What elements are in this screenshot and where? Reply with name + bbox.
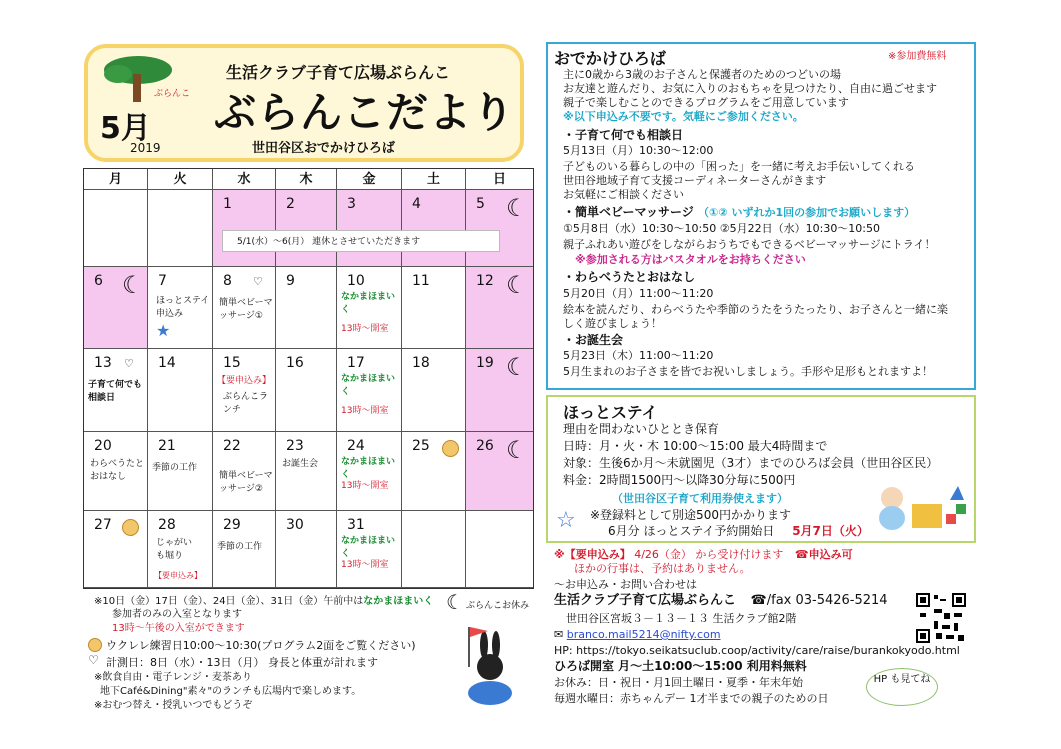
ukulele-face-icon xyxy=(88,638,102,652)
weekday-thu: 木 xyxy=(276,169,337,190)
odekake-line: 絵本を読んだり、わらべうたや季節のうたをうたったり、お子さんと一緒に楽 xyxy=(563,303,948,316)
day-cell xyxy=(466,349,533,432)
odekake-line: ※以下申込み不要です。気軽にご参加ください。 xyxy=(563,110,804,123)
day-number: 30 xyxy=(286,517,304,533)
rabbit-carp-illustration xyxy=(460,615,520,710)
weekday-wed: 水 xyxy=(213,169,276,190)
moon-icon: ☾ xyxy=(506,353,528,381)
moon-icon: ☾ xyxy=(506,271,528,299)
footer-note: ※おむつ替え・授乳いつでもどうぞ xyxy=(94,700,253,711)
odekake-line: ①5月8日（水）10:30〜10:50 ②5月22日（水）10:30〜10:50 xyxy=(563,222,881,235)
day-number: 22 xyxy=(223,438,241,454)
odekake-line: 5月生まれのお子さまを皆でお祝いしましょう。手形や足形もとれますよ！ xyxy=(563,365,933,378)
event-nakama: なかまほまいく xyxy=(341,374,396,397)
odekake-line: しく遊びましょう！ xyxy=(563,317,662,330)
holiday-legend: ぶらんこお休み xyxy=(466,601,530,611)
address: 世田谷区宮坂３－１３－１３ 生活クラブ館2階 xyxy=(566,612,797,625)
event-lunch: ぶらんこランチ xyxy=(223,392,269,415)
booking-start-label: 6月分 ほっとステイ予約開始日 xyxy=(608,524,775,538)
event-massage: 簡単ベビーマッサージ① xyxy=(219,298,273,321)
event-birthday: お誕生会 xyxy=(282,459,319,469)
hotto-title: ほっとステイ xyxy=(563,403,658,422)
event-open-time: 13時〜開室 xyxy=(341,324,389,334)
org-name: 生活クラブ子育て広場ぶらんこ xyxy=(226,63,451,82)
day-cell xyxy=(276,511,337,588)
hotto-line: 理由を問わないひととき保育 xyxy=(563,422,720,436)
day-cell xyxy=(337,511,402,588)
closed-days: お休み：日・祝日・月1回土曜日・夏季・年末年始 xyxy=(554,676,803,689)
signup-line xyxy=(554,548,853,562)
footer-note: 13時〜午後の入室ができます xyxy=(112,623,245,634)
day-number: 28 xyxy=(158,517,176,533)
program-heading: ・子育て何でも相談日 xyxy=(563,128,684,142)
contact-line xyxy=(554,594,888,608)
day-number: 16 xyxy=(286,355,304,371)
odekake-line: 5月23日（木）11:00〜11:20 xyxy=(563,349,714,362)
moon-icon: ☾ xyxy=(506,194,528,222)
day-number: 7 xyxy=(158,273,167,289)
day-number: 31 xyxy=(347,517,365,533)
free-note: ※参加費無料 xyxy=(888,51,947,62)
event-nakama: なかまほまいく xyxy=(341,536,396,559)
day-number: 8 xyxy=(223,273,232,289)
day-cell xyxy=(276,190,337,267)
baby-toys-illustration xyxy=(876,480,970,532)
day-number: 6 xyxy=(94,273,103,289)
open-hours: ひろば開室 月〜土10:00〜15:00 利用料無料 xyxy=(554,659,807,673)
star-icon: ☆ xyxy=(556,508,576,533)
day-number: 15 xyxy=(223,355,241,371)
day-number: 3 xyxy=(347,196,356,212)
program-heading: ・わらべうたとおはなし xyxy=(563,270,696,284)
footer-note: ウクレレ練習日10:00〜10:30(プログラム2面をご覧ください) xyxy=(106,639,416,652)
day-number: 4 xyxy=(412,196,421,212)
day-cell xyxy=(402,267,466,349)
day-cell xyxy=(84,432,148,511)
day-cell xyxy=(213,511,276,588)
mail-icon: ✉ xyxy=(554,628,567,641)
moon-icon: ☾ xyxy=(506,436,528,464)
weekday-sat: 土 xyxy=(402,169,466,190)
odekake-line: 5月13日（月）10:30〜12:00 xyxy=(563,144,714,157)
hotto-line: 対象：生後6か月〜未就園児（3才）までのひろば会員（世田谷区民） xyxy=(563,456,939,470)
heart-icon: ♡ xyxy=(253,275,263,288)
odekake-title: おでかけひろば xyxy=(554,49,666,68)
moon-icon: ☾ xyxy=(122,271,144,299)
odekake-line: ※参加される方はバスタオルをお持ちください xyxy=(575,253,806,266)
odekake-line: 親子ふれあい遊びをしながらおうちでもできるベビーマッサージにトライ！ xyxy=(563,238,936,251)
hp-callout: HP も見てね xyxy=(866,668,938,706)
day-cell xyxy=(276,267,337,349)
program-heading: ・お誕生会 xyxy=(563,333,624,347)
event-nakama: なかまほまいく xyxy=(341,292,396,315)
booking-start-date: 5月7日（火） xyxy=(792,524,869,538)
day-cell xyxy=(337,349,402,432)
voucher-note: （世田谷区子育て利用券使えます） xyxy=(612,492,788,505)
day-cell xyxy=(276,349,337,432)
ukulele-face-icon xyxy=(122,519,139,536)
day-cell xyxy=(148,267,213,349)
day-cell xyxy=(213,432,276,511)
hotto-line xyxy=(608,524,869,539)
event-potato: じゃがいも堀り xyxy=(156,538,193,561)
hotto-line: 日時：月・火・木 10:00〜15:00 最大4時間まで xyxy=(563,439,828,453)
day-number: 19 xyxy=(476,355,494,371)
weekday-mon: 月 xyxy=(84,169,148,190)
footer-note: 地下Café&Dining"素々"のランチも広場内で楽しめます。 xyxy=(100,686,362,697)
day-cell xyxy=(466,432,533,511)
email-line xyxy=(554,628,721,642)
heart-icon: ♡ xyxy=(88,653,99,667)
moon-icon: ☾ xyxy=(446,590,464,614)
event-hotto: ほっとステイ申込み xyxy=(156,296,210,319)
day-cell-empty xyxy=(402,511,466,588)
year-label: 2019 xyxy=(130,141,161,155)
day-cell xyxy=(466,267,533,349)
heading-note: （①② いずれか1回の参加でお願いします） xyxy=(698,206,916,219)
hp-url[interactable]: HP: https://tokyo.seikatsuclub.coop/activity/care/raise/burankokyodo.html xyxy=(554,644,960,657)
day-number: 24 xyxy=(347,438,365,454)
day-cell xyxy=(402,432,466,511)
day-cell xyxy=(84,511,148,588)
day-cell-empty xyxy=(148,190,213,267)
day-cell xyxy=(213,267,276,349)
event-nakama: なかまほまいく xyxy=(341,457,396,480)
event-open-time: 13時〜開室 xyxy=(341,560,389,570)
subtitle: 世田谷区おでかけひろば xyxy=(252,141,395,156)
day-number: 14 xyxy=(158,355,176,371)
day-number: 13 xyxy=(94,355,112,371)
day-number: 20 xyxy=(94,438,112,454)
signup-date: 4/26（金） から受け付けます xyxy=(634,548,784,561)
heading-text: ・簡単ベビーマッサージ xyxy=(563,205,694,219)
ukulele-face-icon xyxy=(442,440,459,457)
day-cell-empty xyxy=(84,190,148,267)
tree-logo-icon xyxy=(100,52,191,108)
phone-fax[interactable]: ☎/fax 03-5426-5214 xyxy=(750,593,888,608)
day-cell xyxy=(148,432,213,511)
day-cell xyxy=(213,349,276,432)
weekday-tue: 火 xyxy=(148,169,213,190)
hotto-line: ※登録料として別途500円かかります xyxy=(590,508,791,522)
day-number: 9 xyxy=(286,273,295,289)
day-cell xyxy=(402,190,466,267)
footer-line: ほかの行事は、予約はありません。 xyxy=(574,562,751,575)
footer-line: 〜お申込み・お問い合わせは xyxy=(554,578,697,591)
month-label: 5月 xyxy=(100,111,151,146)
phone-signup: ☎申込み可 xyxy=(794,548,853,561)
program-heading xyxy=(563,205,915,220)
day-number: 10 xyxy=(347,273,365,289)
odekake-line: お気軽にご相談ください xyxy=(563,188,684,201)
day-number: 21 xyxy=(158,438,176,454)
event-craft: 季節の工作 xyxy=(152,463,198,473)
day-number: 25 xyxy=(412,438,430,454)
event-open-time: 13時〜開室 xyxy=(341,481,389,491)
footer-note: 計測日：8日（水）・13日（月） 身長と体重が計れます xyxy=(106,656,378,669)
day-cell xyxy=(213,190,276,267)
day-cell xyxy=(148,349,213,432)
day-number: 11 xyxy=(412,273,430,289)
day-number: 18 xyxy=(412,355,430,371)
day-number: 27 xyxy=(94,517,112,533)
event-warabe: わらべうたとおはなし xyxy=(90,459,145,482)
day-number: 17 xyxy=(347,355,365,371)
odekake-line: 子どものいる暮らしの中の「困った」を一緒に考えお手伝いしてくれる xyxy=(563,160,915,173)
event-massage: 簡単ベビーマッサージ② xyxy=(219,471,273,494)
day-cell xyxy=(148,511,213,588)
qr-code-icon[interactable] xyxy=(916,593,966,643)
baby-day: 毎週水曜日：赤ちゃんデー 1才半までの親子のための日 xyxy=(554,692,829,705)
note-text: ※10日（金）17日（金）、24日（金）、31日（金）午前中は xyxy=(94,596,364,607)
day-cell xyxy=(337,267,402,349)
footer-note xyxy=(94,595,433,608)
event-open-time: 13時〜開室 xyxy=(341,406,389,416)
nakama-label: なかまほまいく xyxy=(363,596,434,607)
heart-icon: ♡ xyxy=(124,357,134,370)
holiday-banner: 5/1(水）〜6(月） 連休とさせていただきます xyxy=(222,230,500,252)
odekake-line: 親子で楽しむことのできるプログラムをご用意しています xyxy=(563,96,849,109)
day-number: 26 xyxy=(476,438,494,454)
day-number: 1 xyxy=(223,196,232,212)
odekake-line: 主に0歳から3歳のお子さんと保護者のためのつどいの場 xyxy=(563,68,841,81)
day-number: 29 xyxy=(223,517,241,533)
day-number: 12 xyxy=(476,273,494,289)
email-link[interactable]: branco.mail5214@nifty.com xyxy=(566,628,721,641)
org-name: 生活クラブ子育て広場ぶらんこ xyxy=(554,593,737,608)
day-number: 5 xyxy=(476,196,485,212)
signup-required: 【要申込み】 xyxy=(217,376,272,386)
odekake-line: 世田谷地域子育て支援コーディネーターさんがきます xyxy=(563,174,827,187)
odekake-line: 5月20日（月）11:00〜11:20 xyxy=(563,287,714,300)
day-cell xyxy=(84,349,148,432)
day-cell xyxy=(466,190,533,267)
weekday-fri: 金 xyxy=(337,169,402,190)
hotto-line: 料金：2時間1500円〜以降30分毎に500円 xyxy=(563,473,796,487)
event-craft: 季節の工作 xyxy=(217,542,263,552)
day-cell xyxy=(402,349,466,432)
event-consult: 子育て何でも相談日 xyxy=(88,380,143,403)
day-cell xyxy=(276,432,337,511)
day-cell-empty xyxy=(466,511,533,588)
day-number: 2 xyxy=(286,196,295,212)
newsletter-title: ぶらんこだより xyxy=(214,88,516,137)
day-cell xyxy=(337,432,402,511)
footer-note: ※飲食自由・電子レンジ・麦茶あり xyxy=(94,672,252,683)
day-number: 23 xyxy=(286,438,304,454)
day-cell xyxy=(337,190,402,267)
svg-text:ぶらんこ: ぶらんこ xyxy=(154,89,191,99)
footer-note: 参加者のみの入室となります xyxy=(112,609,242,620)
day-cell xyxy=(84,267,148,349)
star-icon: ★ xyxy=(156,321,171,340)
signup-required: 【要申込み】 xyxy=(154,571,202,580)
weekday-sun: 日 xyxy=(466,169,533,190)
odekake-line: お友達と遊んだり、お気に入りのおもちゃを見つけたり、自由に過ごせます xyxy=(563,82,937,95)
signup-required: ※【要申込み】 xyxy=(554,548,631,561)
